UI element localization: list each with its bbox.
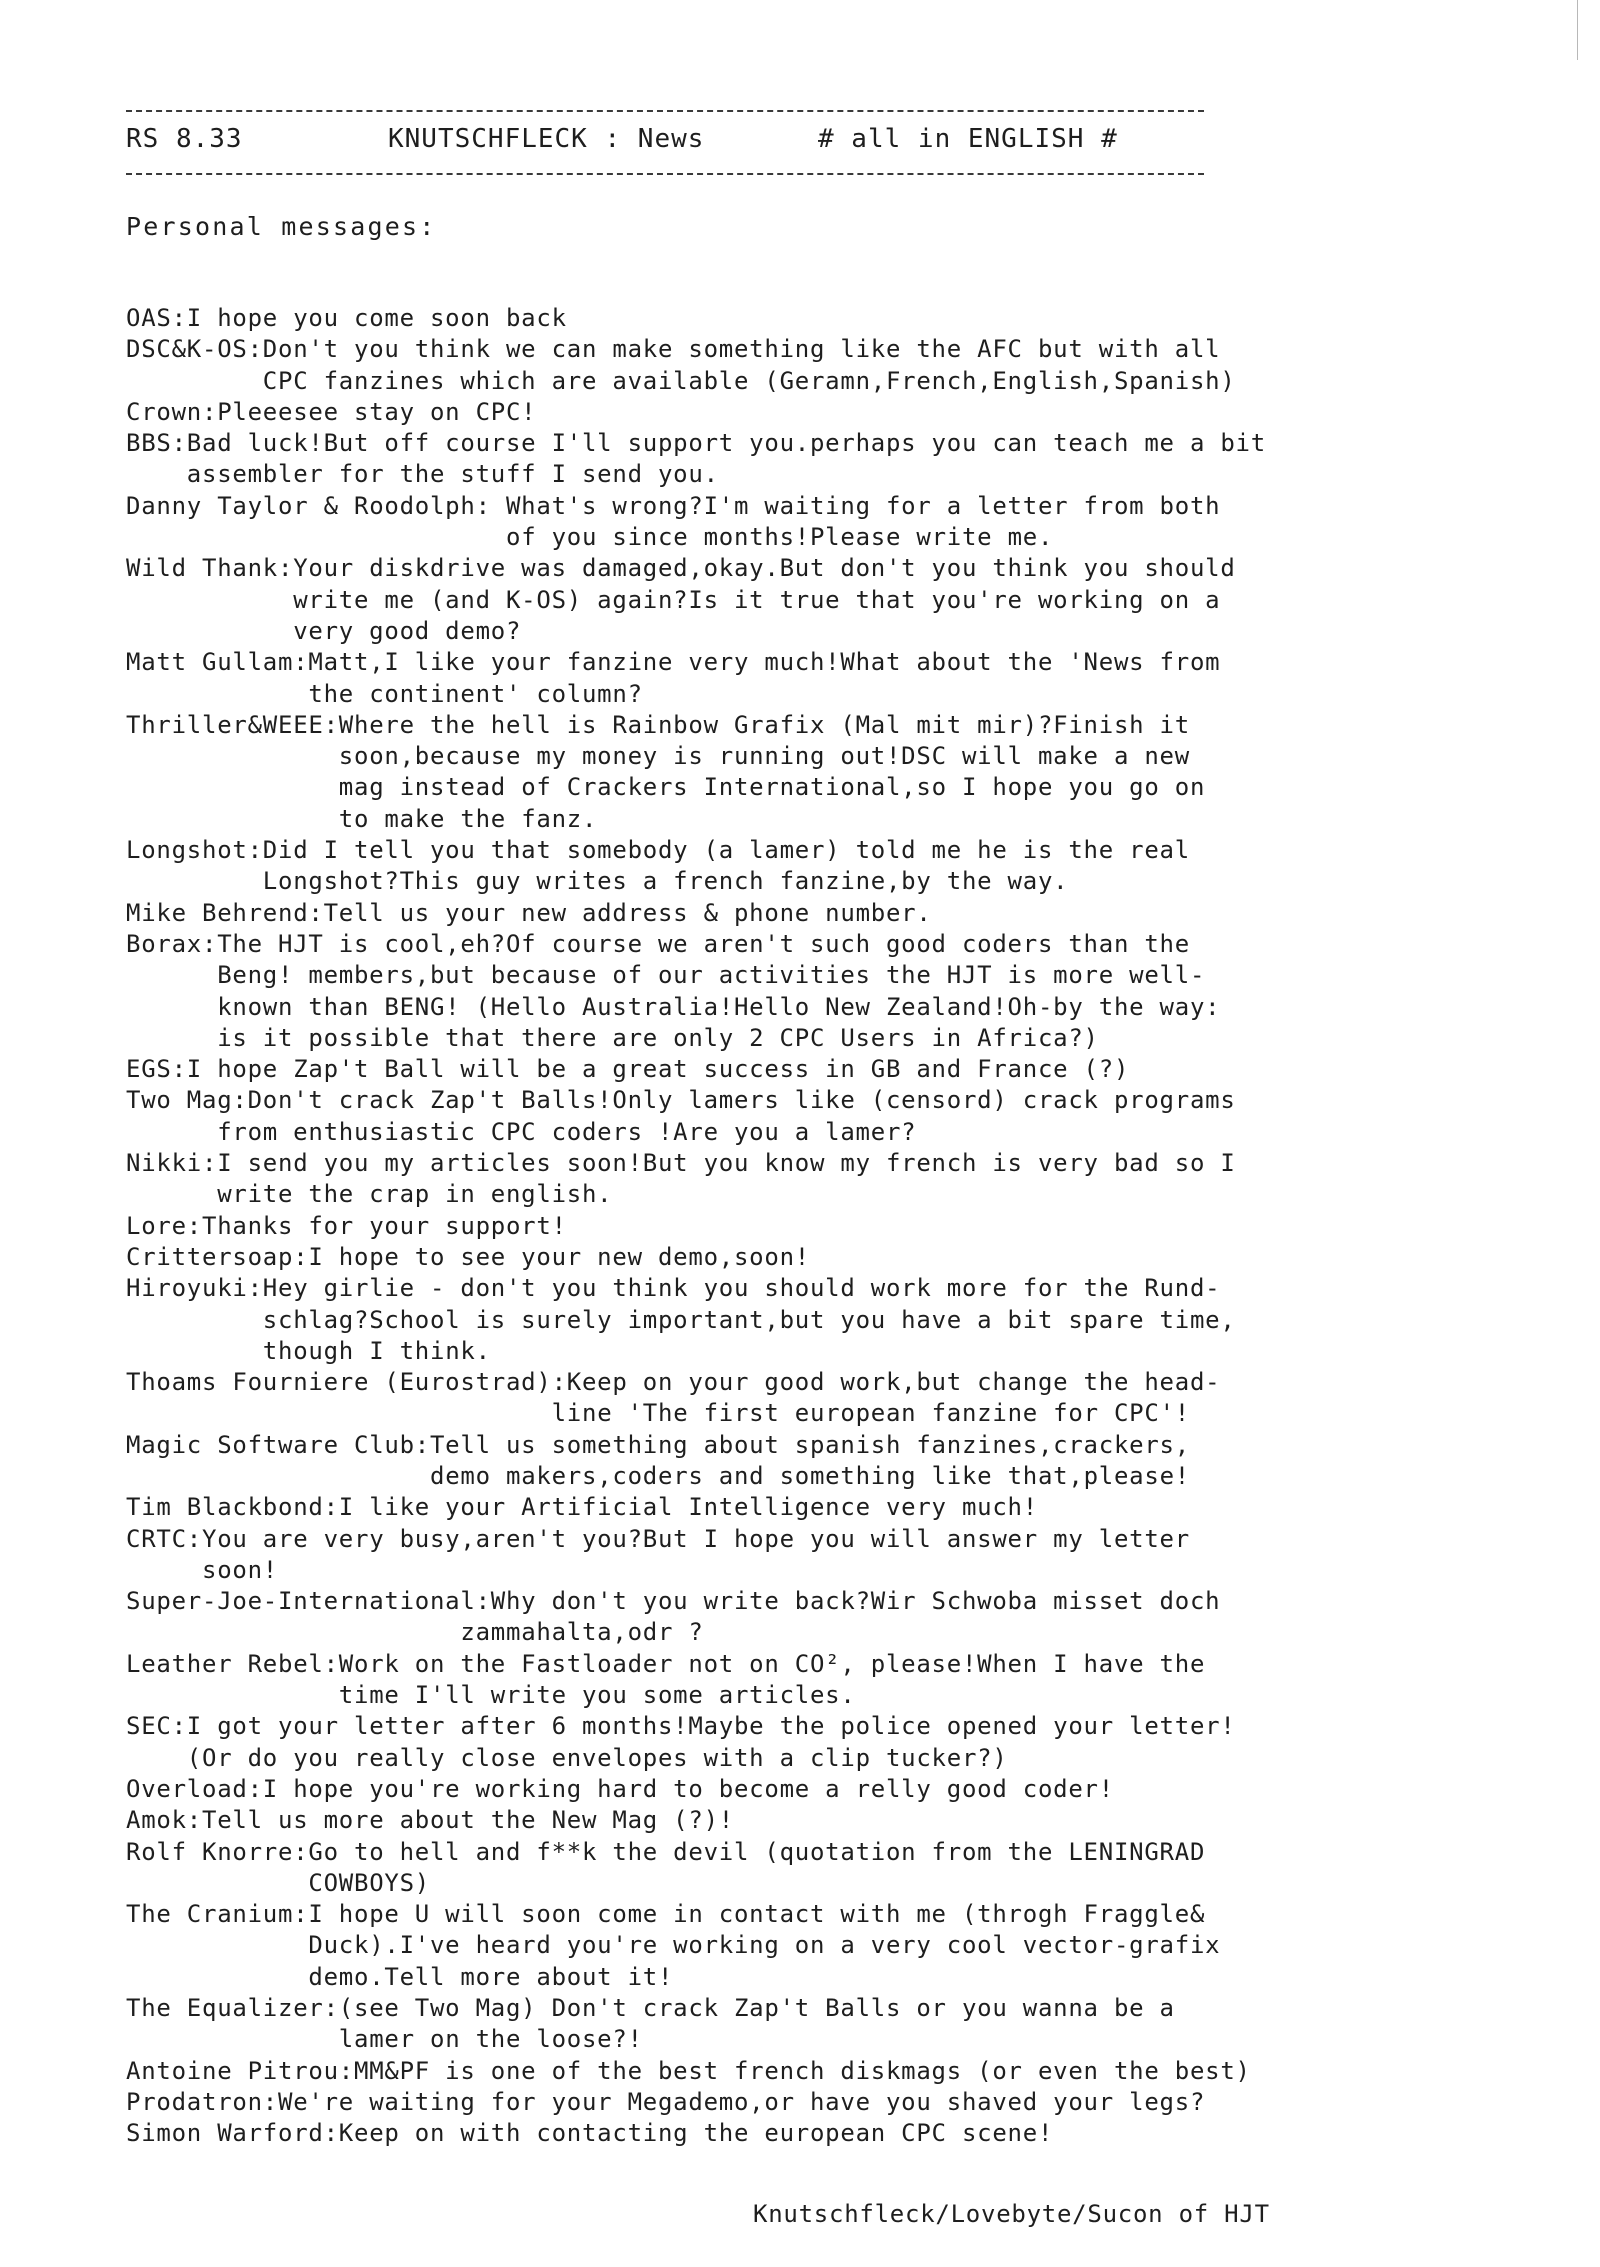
message-continuation-line: zammahalta,odr ? [460,1618,704,1647]
message-continuation-line: the continent' column? [308,679,643,708]
message-continuation-line: though I think. [262,1336,491,1365]
message-line: The Equalizer:(see Two Mag) Don't crack Zap't Balls or you wanna be a [126,1994,1175,2023]
message-continuation-line: soon,because my money is running out!DSC will make a new [338,742,1190,771]
message-line: Danny Taylor & Roodolph: What's wrong?I'm waiting for a letter from both [126,491,1221,520]
message-line: Simon Warford:Keep on with contacting the european CPC scene! [126,2119,1054,2148]
personal-messages-list [126,303,1326,2150]
message-continuation-line: Duck).I've heard you're working on a very cool vector-grafix [308,1931,1221,1960]
message-line: Nikki:I send you my articles soon!But you know my french is very bad so I [126,1149,1236,1178]
message-line: DSC&K-OS:Don't you think we can make something like the AFC but with all [126,335,1221,364]
message-continuation-line: demo.Tell more about it! [308,1962,674,1991]
message-continuation-line: write the crap in english. [217,1180,613,1209]
header-rule-top [126,110,1204,112]
section-title: Personal messages: [126,212,437,241]
message-line: Thriller&WEEE:Where the hell is Rainbow Grafix (Mal mit mir)?Finish it [126,710,1190,739]
message-line: Lore:Thanks for your support! [126,1211,567,1240]
message-line: Rolf Knorre:Go to hell and f**k the devil (quotation from the LENINGRAD [126,1837,1206,1866]
message-continuation-line: lamer on the loose?! [338,2025,643,2054]
message-line: EGS:I hope Zap't Ball will be a great success in GB and France (?) [126,1055,1130,1084]
page-edge-line [1577,0,1578,60]
message-line: Borax:The HJT is cool,eh?Of course we aren't such good coders than the [126,929,1190,958]
issue-number: RS 8.33 [126,124,243,154]
message-continuation-line: Longshot?This guy writes a french fanzine,by the way. [262,867,1069,896]
message-continuation-line: to make the fanz. [338,804,598,833]
message-continuation-line: write me (and K-OS) again?Is it true that you're working on a [293,585,1221,614]
message-line: Longshot:Did I tell you that somebody (a lamer) told me he is the real [126,836,1190,865]
message-line: CRTC:You are very busy,aren't you?But I hope you will answer my letter [126,1524,1190,1553]
message-continuation-line: is it possible that there are only 2 CPC Users in Africa?) [217,1023,1099,1052]
message-line: Wild Thank:Your diskdrive was damaged,okay.But don't you think you should [126,554,1236,583]
message-line: Thoams Fourniere (Eurostrad):Keep on your good work,but change the head- [126,1368,1221,1397]
message-continuation-line: from enthusiastic CPC coders !Are you a lamer? [217,1117,917,1146]
message-continuation-line: demo makers,coders and something like that,please! [430,1461,1190,1490]
message-continuation-line: (Or do you really close envelopes with a clip tucker?) [186,1743,1008,1772]
page-title: KNUTSCHFLECK : News [388,124,705,154]
message-continuation-line: mag instead of Crackers International,so I hope you go on [338,773,1206,802]
message-line: SEC:I got your letter after 6 months!Maybe the police opened your letter! [126,1712,1236,1741]
message-line: Mike Behrend:Tell us your new address & phone number. [126,898,932,927]
message-line: Amok:Tell us more about the New Mag (?)! [126,1806,734,1835]
message-continuation-line: COWBOYS) [308,1868,430,1897]
message-line: Leather Rebel:Work on the Fastloader not on CO², please!When I have the [126,1649,1206,1678]
message-continuation-line: Beng! members,but because of our activities the HJT is more well- [217,961,1206,990]
message-line: Antoine Pitrou:MM&PF is one of the best french diskmags (or even the best) [126,2056,1251,2085]
message-line: BBS:Bad luck!But off course I'll support you.perhaps you can teach me a bit [126,429,1266,458]
message-line: Hiroyuki:Hey girlie - don't you think you should work more for the Rund- [126,1274,1221,1303]
message-line: OAS:I hope you come soon back [126,304,567,332]
language-note: # all in ENGLISH # [818,124,1118,154]
message-continuation-line: of you since months!Please write me. [506,523,1054,552]
message-continuation-line: assembler for the stuff I send you. [186,460,719,489]
message-continuation-line: schlag?School is surely important,but you have a bit spare time, [262,1305,1236,1334]
message-line: Tim Blackbond:I like your Artificial Intelligence very much! [126,1493,1038,1522]
message-line: Magic Software Club:Tell us something about spanish fanzines,crackers, [126,1430,1190,1459]
message-continuation-line: line 'The first european fanzine for CPC'! [551,1399,1190,1428]
signature: Knutschfleck/Lovebyte/Sucon of HJT [753,2200,1270,2228]
message-line: The Cranium:I hope U will soon come in contact with me (throgh Fraggle& [126,1900,1206,1929]
message-continuation-line: time I'll write you some articles. [338,1681,856,1710]
message-line: Prodatron:We're waiting for your Megademo,or have you shaved your legs? [126,2087,1206,2116]
message-line: Matt Gullam:Matt,I like your fanzine very much!What about the 'News from [126,648,1221,677]
message-continuation-line: very good demo? [293,616,522,645]
message-line: Crittersoap:I hope to see your new demo,soon! [126,1242,810,1271]
message-line: Super-Joe-International:Why don't you write back?Wir Schwoba misset doch [126,1587,1221,1616]
message-line: Overload:I hope you're working hard to become a relly good coder! [126,1774,1114,1803]
message-line: Two Mag:Don't crack Zap't Balls!Only lamers like (censord) crack programs [126,1086,1236,1115]
message-continuation-line: known than BENG! (Hello Australia!Hello New Zealand!Oh-by the way: [217,992,1221,1021]
header-rule-bottom [126,173,1204,175]
message-continuation-line: soon! [202,1555,278,1584]
message-line: Crown:Pleeesee stay on CPC! [126,397,537,426]
message-continuation-line: CPC fanzines which are available (Geramn,French,English,Spanish) [262,366,1236,395]
